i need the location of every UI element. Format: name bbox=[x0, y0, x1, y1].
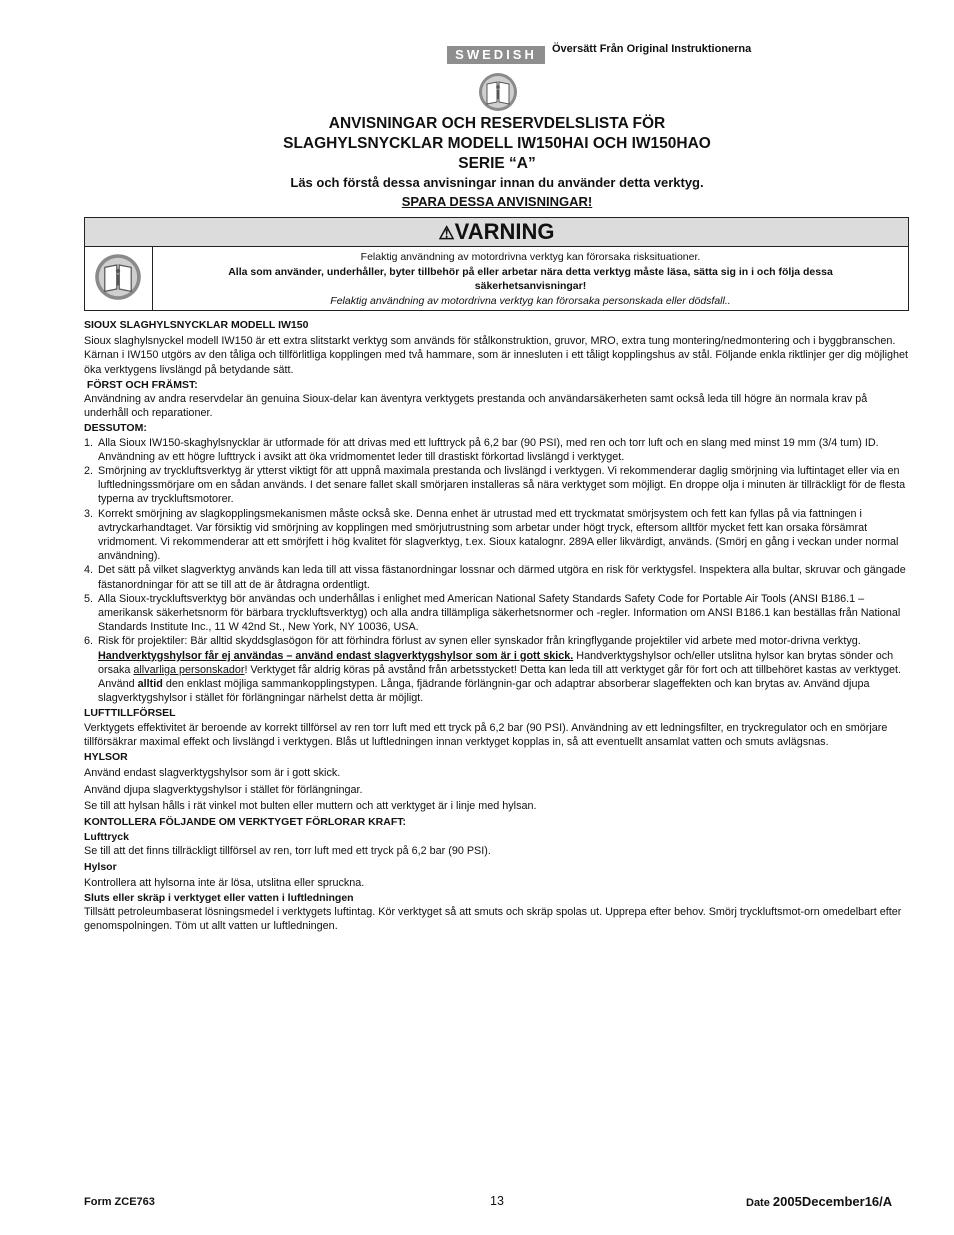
list-item-text: Alla Sioux-tryckluftsverktyg bör användas och underhållas i enlighet med American National Safety Standards Safety Code for Portable Air Tools (ANSI B186.1 – amerikansk säkerhetsnorm för bärbara tryckluftsverktyg) och alla andra tillämpliga säkerhetsnormer och -regler. Information om ANSI B186.1 kan beställas från National Standards Institute Inc., 11 W 42nd St., New York, NY 10036, USA. bbox=[98, 592, 901, 634]
warning-title: VARNING bbox=[454, 219, 555, 244]
list-item-bold: alltid bbox=[137, 678, 163, 691]
sockets-line-1: Använd endast slagverktygshylsor som är i gott skick. bbox=[84, 767, 341, 780]
list-item bbox=[84, 592, 912, 635]
list-item bbox=[84, 436, 912, 464]
numbered-list bbox=[84, 436, 912, 706]
list-item bbox=[84, 563, 912, 591]
sockets-line-2: Använd djupa slagverktygshylsor i stället för förlängningar. bbox=[84, 783, 363, 796]
list-item-number: 4. bbox=[84, 564, 94, 577]
intro-paragraph: Sioux slaghylsnyckel modell IW150 är ett extra slitstarkt verktyg som används för stålkonstruktion, gruvor, MRO, extra tung montering/nedmontering och i byggbranschen. Kärnan i IW150 utgörs av den tåliga och tillförlitliga kopplingen med två hammare, som är innesluten i ett tåligt kopplingshus av stål. Följande enkla riktlinjer ger dig möjlighet öka verktygens livslängd på betydande sätt. bbox=[84, 335, 908, 376]
footer-date bbox=[746, 1194, 892, 1209]
section-heading-sockets: HYLSOR bbox=[84, 751, 128, 764]
footer-date-label: Date bbox=[746, 1197, 773, 1209]
section-heading-first: FÖRST OCH FRÄMST: bbox=[84, 378, 198, 391]
warning-triangle-icon: ⚠ bbox=[438, 223, 455, 243]
warning-heading bbox=[85, 218, 908, 247]
sockets-line-3: Se till att hylsan hålls i rät vinkel mot bulten eller muttern och att verktyget är i linje med hylsan. bbox=[84, 799, 537, 812]
warning-icon-cell bbox=[85, 246, 153, 310]
read-instruction: Läs och förstå dessa anvisningar innan du använder detta verktyg. bbox=[290, 175, 704, 190]
warning-line-2: Alla som använder, underhåller, byter tillbehör på eller arbetar nära detta verktyg måste läsa, sätta sig in i och följa dessa säkerhetsanvisningar! bbox=[228, 265, 833, 292]
title-line-2: SLAGHYLSNYCKLAR MODELL IW150HAI OCH IW150HAO bbox=[283, 135, 711, 152]
save-instruction: SPARA DESSA ANVISNINGAR! bbox=[401, 194, 593, 209]
list-item-number: 5. bbox=[84, 592, 94, 605]
first-paragraph: Användning av andra reservdelar än genuina Sioux-delar kan äventyra verktygets prestanda och användarsäkerheten samt också leda till högre än normala krav på underhåll och reparationer. bbox=[84, 393, 868, 420]
subheading-pressure: Lufttryck bbox=[84, 831, 129, 844]
list-item-text: Handverktygshylsor och/eller utslitna hylsor kan brytas sönder och orsaka bbox=[98, 649, 894, 676]
section-heading-also: DESSUTOM: bbox=[84, 422, 147, 435]
list-item bbox=[84, 507, 912, 564]
body-text bbox=[84, 317, 912, 934]
language-badge: SWEDISH bbox=[447, 46, 545, 64]
footer-date-value: 2005December16/A bbox=[772, 1194, 893, 1209]
section-heading-air: LUFTTILLFÖRSEL bbox=[84, 707, 176, 720]
list-item-text: den enklast möjliga sammankopplingstypen. Långa, fjädrande förlängnin-gar och adaptrar absorberar slageffekten och kan brytas av. Använd djupa slagverktygshylsor i stället för förlängningar närhelst detta är möjligt. bbox=[98, 678, 870, 705]
list-item-text: Det sätt på vilket slagverktyg används kan leda till att vissa fästanordningar lossnar och därmed utgöra en risk för verktygsfel. Inspektera alla bultar, skruvar och gängade fästanordningar för att se till att de är åtdragna ordentligt. bbox=[98, 564, 906, 591]
title-line-3: SERIE “A” bbox=[458, 155, 536, 172]
list-item-text: Korrekt smörjning av slagkopplingsmekanismen måste också ske. Denna enhet är utrustad med ett tryckmatat smörjsystem och fett kan fyllas på via fattningen i avtryckarhandtaget. Var försiktig vid smörjning av kopplingen med smörjutrustning som arbetar under högt tryck, eftersom alltför mycket fett kan orsaka försämrat vridmoment. Vi rekommenderar att ett smörjfett i hög kvalitet för slagverktyg, t.ex. Sioux katalognr. 289A eller likvärdigt, används. (Smörj en gång i veckan under normal användning). bbox=[98, 507, 899, 563]
list-item-underline: allvarliga personskador bbox=[133, 663, 245, 676]
list-item-text: Risk för projektiler: Bär alltid skyddsglasögon för att förhindra förlust av synen eller synskador från kringflygande projektiler vid arbete med motor-drivna verktyg. bbox=[98, 635, 861, 648]
list-item-number: 3. bbox=[84, 507, 94, 520]
subheading-sockets: Hylsor bbox=[84, 860, 117, 873]
list-item bbox=[84, 634, 912, 705]
pressure-paragraph: Se till att det finns tillräckligt tillförsel av ren, torr luft med ett tryck på 6,2 bar (90 PSI). bbox=[84, 845, 491, 858]
air-paragraph: Verktygets effektivitet är beroende av korrekt tillförsel av ren torr luft med ett tryck på 6,2 bar (90 PSI). Användning av ett ledningsfilter, en tryckregulator och en smörjare tillförsäkrar maximal effekt och livslängd i verktygen. Blås ut luftledningen innan verktyget kopplas in, så att eventuellt ansamlat vatten och smuts avlägsnas. bbox=[84, 721, 888, 748]
list-item-text: ! Verktyget får aldrig köras på avstånd från arbetsstycket! Detta kan leda till att verktyget går för fort och att tillbehöret kastas av verktyget. Använd bbox=[98, 663, 901, 691]
list-item-emphasis: Handverktygshylsor får ej användas – använd endast slagverktygshylsor som är i gott skick. bbox=[98, 649, 574, 662]
manual-book-icon bbox=[94, 253, 142, 301]
section-heading-intro: SIOUX SLAGHYLSNYCKLAR MODELL IW150 bbox=[84, 319, 309, 331]
translation-note: Översätt Från Original Instruktionerna bbox=[552, 43, 752, 55]
section-heading-check: KONTOLLERA FÖLJANDE OM VERKTYGET FÖRLORAR KRAFT: bbox=[84, 815, 406, 828]
list-item-number: 1. bbox=[84, 436, 94, 449]
warning-text bbox=[153, 250, 908, 308]
manual-book-icon bbox=[478, 72, 518, 112]
list-item-text: Alla Sioux IW150-skaghylsnycklar är utformade för att drivas med ett lufttryck på 6,2 bar (90 PSI), med ren och torr luft och en slang med minst 19 mm (3/4 tum) ID. Användning av ett högre lufttryck i avsikt att öka vridmomentet leder till drastiskt förkortad livslängd i verktyget. bbox=[98, 436, 879, 463]
footer-page-number: 13 bbox=[490, 1194, 504, 1208]
title-line-1: ANVISNINGAR OCH RESERVDELSLISTA FÖR bbox=[328, 115, 666, 132]
list-item-number: 2. bbox=[84, 465, 94, 478]
list-item-number: 6. bbox=[84, 635, 94, 648]
warning-line-3: Felaktig användning av motordrivna verktyg kan förorsaka personskada eller dödsfall.. bbox=[330, 294, 731, 307]
list-item bbox=[84, 464, 912, 507]
warning-box bbox=[84, 217, 909, 311]
debris-paragraph: Tillsätt petroleumbaserat lösningsmedel i verktygets luftintag. Kör verktyget så att smuts och skräp spolas ut. Upprepa efter behov. Smörj tryckluftsmot-orn omedelbart efter genomspolningen. Töm ut allt vatten ur luftledningen. bbox=[84, 906, 902, 933]
subheading-debris: Sluts eller skräp i verktyget eller vatten i luftledningen bbox=[84, 891, 354, 904]
sockets2-paragraph: Kontrollera att hylsorna inte är lösa, utslitna eller spruckna. bbox=[84, 876, 365, 889]
list-item-text: Smörjning av tryckluftsverktyg är ytterst viktigt för att uppnå maximala prestanda och livslängd i verktygen. Vi rekommenderar daglig smörjning via luftintaget eller via en luftledningssmörjare om en sådan används. I det senare fallet skall smörjaren installeras så nära verktyget som möjligt. En droppe olja i minuten är tillräckligt för de flesta typerna av tryckluftsmotorer. bbox=[98, 465, 906, 506]
warning-line-1: Felaktig användning av motordrivna verktyg kan förorsaka risksituationer. bbox=[360, 251, 701, 263]
footer-form-number: Form ZCE763 bbox=[84, 1196, 155, 1208]
